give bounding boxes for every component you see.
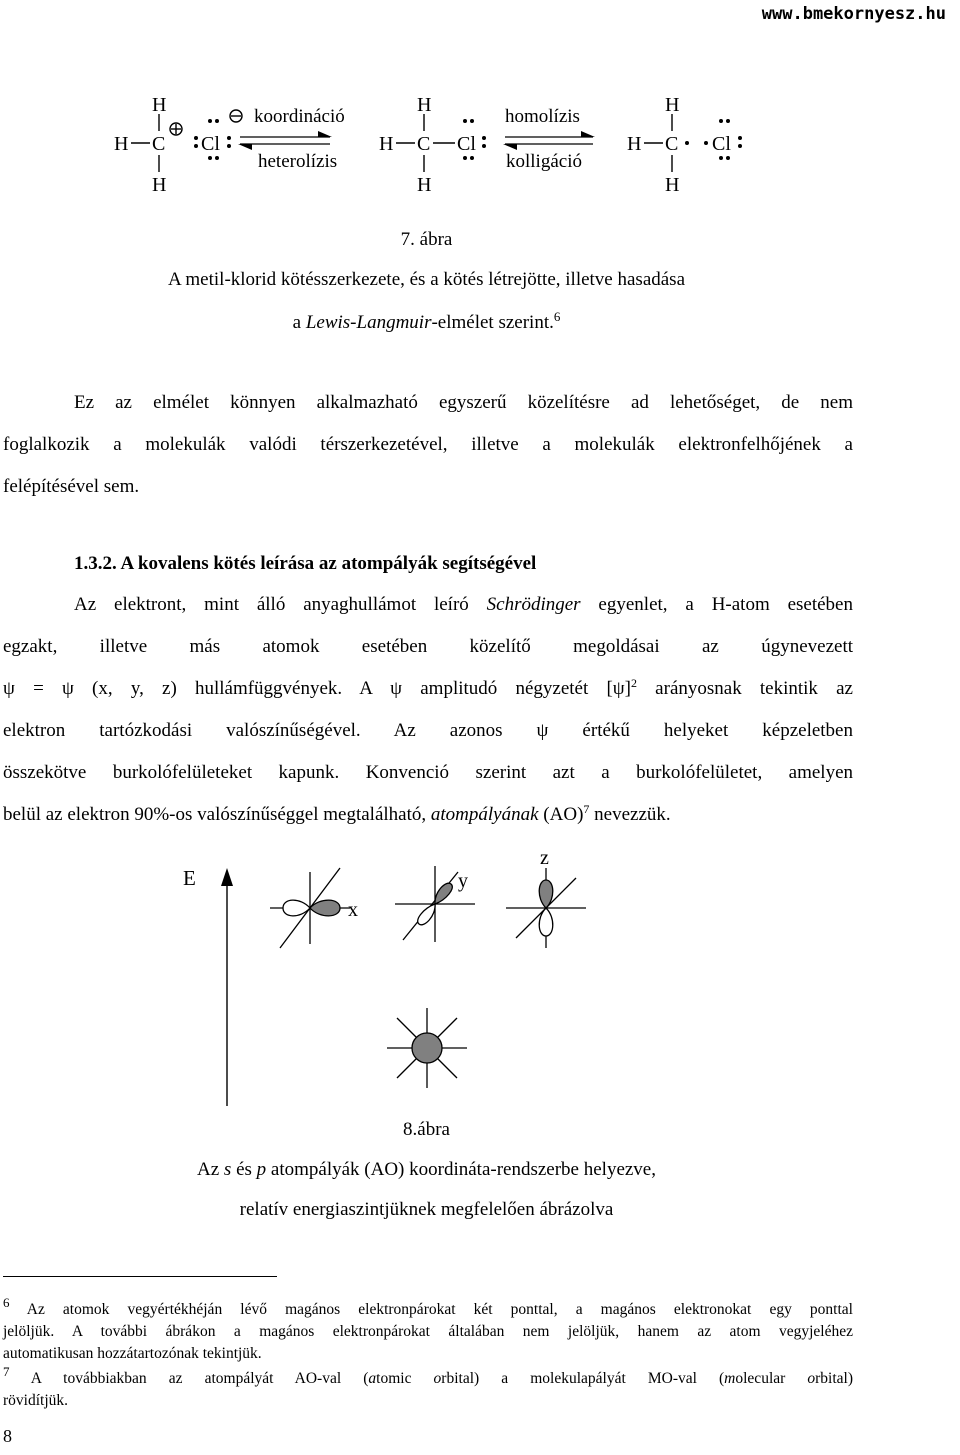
atom-label: H: [114, 133, 129, 155]
paragraph-line: Ez az elmélet könnyen alkalmazható egyszerű közelítésre ad lehetőséget, de nem: [74, 392, 853, 413]
footnote-ref-6[interactable]: 6: [553, 309, 561, 324]
atom-label: H: [417, 174, 432, 196]
atom-label: H: [417, 94, 432, 116]
figure-7-drawing: [0, 0, 960, 230]
footnote-ref-7[interactable]: 7: [583, 802, 590, 816]
atom-label: H: [152, 174, 167, 196]
pz-orbital-icon: [506, 868, 586, 948]
arrow-label-homolysis: homolízis: [505, 106, 580, 127]
axis-label-x: x: [348, 899, 358, 921]
section-title: A kovalens kötés leírása az atompályák segítségével: [120, 553, 537, 574]
footnote-line: $^6$ Az atomok vegyértékhéján lévő magános elektronpárokat két ponttal, a magános elektronokat egy ponttal: [3, 1295, 853, 1318]
atom-label: Cl: [457, 133, 476, 155]
paragraph-1: [3, 382, 853, 508]
arrow-label-coordination: koordináció: [254, 106, 345, 127]
paragraph-line: belül az elektron 90%-os valószínűséggel megtalálható, atompályának (AO)$^7$ nevezzük.: [3, 802, 671, 825]
paragraph-line: felépítésével sem.: [3, 476, 140, 497]
footnote-separator: [3, 1276, 277, 1277]
chlorine-radical: [704, 119, 742, 160]
section-number: 1.3.2.: [74, 553, 117, 574]
figure-7-caption-line1: A metil-klorid kötésszerkezete, és a kötés létrejötte, illetve hasadása: [167, 269, 686, 290]
molecule-methyl-radical: [627, 94, 689, 196]
figure-8-number: 8.ábra: [403, 1119, 450, 1140]
axis-label-z: z: [540, 847, 549, 869]
footnote-line: automatikusan hozzátartozónak tekintjük.: [3, 1345, 262, 1362]
energy-axis: [221, 868, 233, 1106]
paragraph-2: [3, 584, 853, 836]
figure-8-drawing: [0, 840, 960, 1110]
s-orbital-icon: [387, 1008, 467, 1088]
paragraph-line: Az elektront, mint álló anyaghullámot leíró Schrödinger egyenlet, a H-atom esetében: [74, 594, 853, 615]
footnote-line: rövidítjük.: [3, 1392, 69, 1409]
footnote-7: [3, 1361, 853, 1412]
paragraph-line: összekötve burkolófelületeket kapunk. Konvenció szerint azt a burkolófelületet, amelyen: [3, 762, 853, 783]
figure-7-caption-line2: a Lewis-Langmuir-elmélet szerint.$^6$: [292, 309, 561, 333]
footnote-line: $^7$ A továbbiakban az atompályát AO-val (atomic orbital) a molekulapályát MO-val (molecular orbital): [3, 1364, 853, 1387]
chloride-anion: [194, 110, 242, 160]
atom-label: C: [665, 133, 679, 155]
equilibrium-arrow-1: [238, 131, 332, 150]
atom-label: C: [417, 133, 431, 155]
atom-label: H: [152, 94, 167, 116]
section-heading: [74, 553, 536, 575]
axis-label-y: y: [458, 870, 468, 892]
atom-label: C: [152, 133, 166, 155]
equilibrium-arrow-2: [503, 131, 595, 150]
figure-8-caption-line2: relatív energiaszintjüknek megfelelően ábrázolva: [239, 1199, 614, 1220]
atom-label: H: [627, 133, 642, 155]
axis-label-energy: E: [183, 866, 196, 890]
paragraph-line: elektron tartózkodási valószínűségével. Az azonos ψ értékű helyeket képzeletben: [3, 720, 853, 741]
arrow-label-heterolysis: heterolízis: [258, 151, 338, 172]
px-orbital-icon: [270, 868, 350, 948]
figure-7-number: 7. ábra: [400, 229, 453, 250]
molecule-carbocation: [114, 94, 182, 196]
site-url[interactable]: www.bmekornyesz.hu: [761, 4, 946, 24]
footnote-6: [3, 1292, 853, 1365]
paragraph-line: egzakt, illetve más atomok esetében közelítő megoldásai az úgynevezett: [3, 636, 853, 657]
atom-label: Cl: [712, 133, 731, 155]
footnote-line: jelöljük. A további ábrákon a magános elektronpárokat általában nem jelöljük, hanem az atom vegyjeléhez: [3, 1323, 853, 1340]
paragraph-line: foglalkozik a molekulák valódi térszerkezetével, illetve a molekulák elektronfelhőjének a: [3, 434, 853, 455]
figure-8-caption-line1: Az s és p atompályák (AO) koordináta-rendszerbe helyezve,: [197, 1159, 656, 1180]
atom-label: H: [379, 133, 394, 155]
page-number: 8: [3, 1426, 12, 1446]
molecule-methyl-chloride: [379, 94, 486, 196]
atom-label: H: [665, 94, 680, 116]
atom-label: H: [665, 174, 680, 196]
atom-label: Cl: [201, 133, 220, 155]
paragraph-line: ψ = ψ (x, y, z) hullámfüggvények. A ψ amplitudó négyzetét $[\psi]^2$ arányosnak tekintik az: [3, 676, 853, 699]
arrow-label-colligation: kolligáció: [506, 151, 582, 172]
